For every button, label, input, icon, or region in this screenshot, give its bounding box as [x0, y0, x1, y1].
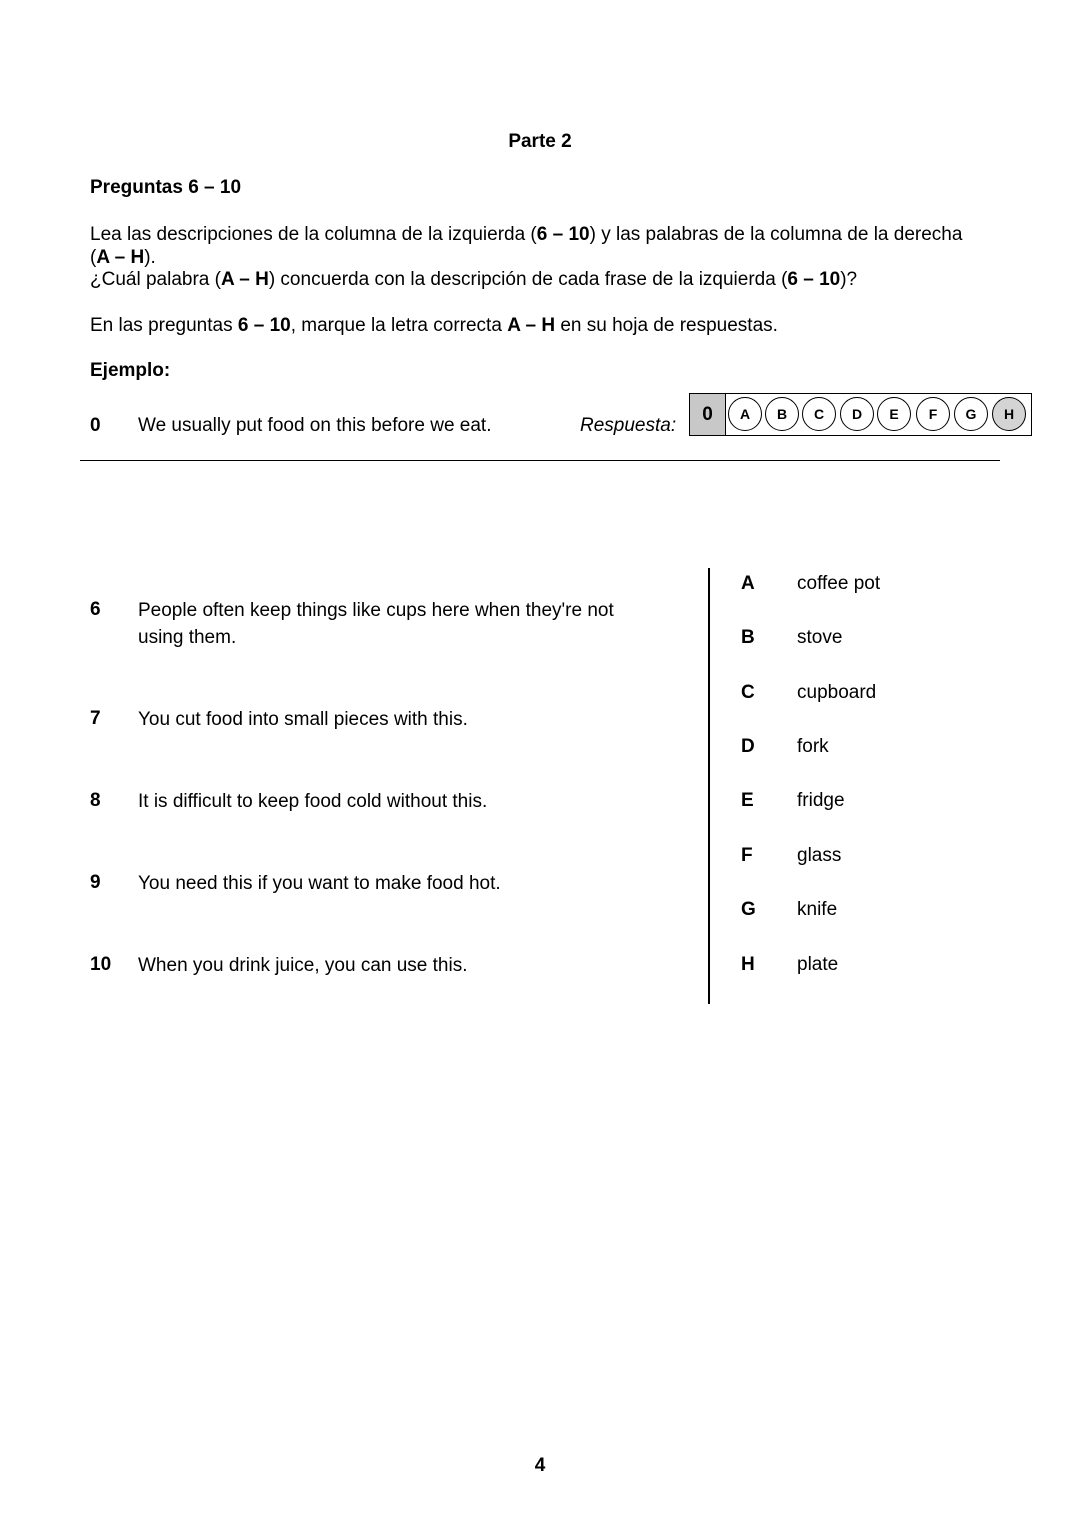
option-letter: A — [741, 573, 755, 594]
instruction-bold: A – H — [507, 315, 556, 336]
option-letter: E — [741, 790, 754, 811]
question-range-heading: Preguntas 6 – 10 — [90, 177, 242, 198]
column-divider — [708, 568, 710, 1004]
example-number: 0 — [90, 415, 101, 436]
instruction-text: )? — [840, 269, 858, 290]
question-text: When you drink juice, you can use this. — [138, 955, 468, 976]
answer-bubble-g: G — [954, 397, 988, 431]
option-letter: D — [741, 736, 755, 757]
part-title: Parte 2 — [508, 131, 572, 152]
option-word: plate — [797, 954, 839, 975]
answer-question-number: 0 — [690, 394, 726, 435]
instruction-bold: 6 – 10 — [237, 315, 291, 336]
answer-bubble-f: F — [916, 397, 950, 431]
instruction-text: , marque la letra correcta — [290, 315, 508, 336]
option-letter: H — [741, 954, 755, 975]
instruction-paragraph-2 — [90, 268, 970, 291]
option-word: knife — [797, 899, 838, 920]
option-letter: F — [741, 845, 753, 866]
question-text: You cut food into small pieces with this. — [138, 709, 468, 730]
instruction-text: ) y las palabras de la columna de la derecha ( — [90, 224, 963, 268]
section-divider — [80, 460, 1000, 461]
answer-bubble-e: E — [877, 397, 911, 431]
instruction-bold: 6 – 10 — [787, 269, 841, 290]
answer-bubble-h: H — [992, 397, 1026, 431]
instruction-text: Lea las descripciones de la columna de la izquierda ( — [90, 224, 537, 245]
example-answer-label: Respuesta: — [580, 415, 677, 436]
answer-sheet-box — [689, 393, 1032, 436]
instruction-bold: A – H — [220, 269, 269, 290]
question-text: People often keep things like cups here when they're not using them. — [138, 600, 614, 648]
option-letter: G — [741, 899, 756, 920]
instruction-text: en su hoja de respuestas. — [555, 315, 778, 336]
instruction-text: ¿Cuál palabra ( — [90, 269, 221, 290]
option-word: glass — [797, 845, 842, 866]
answer-bubble-c: C — [802, 397, 836, 431]
instruction-bold: A – H — [96, 247, 145, 268]
option-word: fork — [797, 736, 829, 757]
option-word: cupboard — [797, 682, 877, 703]
question-number: 10 — [90, 954, 112, 975]
instruction-paragraph-3 — [90, 314, 970, 337]
instruction-paragraph-1 — [90, 223, 970, 269]
question-number: 6 — [90, 599, 101, 620]
option-word: coffee pot — [797, 573, 881, 594]
question-number: 7 — [90, 708, 101, 729]
option-letter: B — [741, 627, 755, 648]
example-text: We usually put food on this before we eat. — [138, 415, 492, 436]
page-number: 4 — [534, 1455, 546, 1476]
option-word: fridge — [797, 790, 845, 811]
question-text: It is difficult to keep food cold without this. — [138, 791, 488, 812]
instruction-bold: 6 – 10 — [536, 224, 590, 245]
answer-bubble-d: D — [840, 397, 874, 431]
question-text: You need this if you want to make food hot. — [138, 873, 501, 894]
answer-bubble-a: A — [728, 397, 762, 431]
instruction-text: ). — [144, 247, 156, 268]
question-number: 9 — [90, 872, 101, 893]
option-letter: C — [741, 682, 755, 703]
instruction-text: ) concuerda con la descripción de cada frase de la izquierda ( — [268, 269, 788, 290]
instruction-text: En las preguntas — [90, 315, 238, 336]
example-label: Ejemplo: — [90, 360, 171, 381]
answer-bubble-b: B — [765, 397, 799, 431]
option-word: stove — [797, 627, 843, 648]
question-number: 8 — [90, 790, 101, 811]
